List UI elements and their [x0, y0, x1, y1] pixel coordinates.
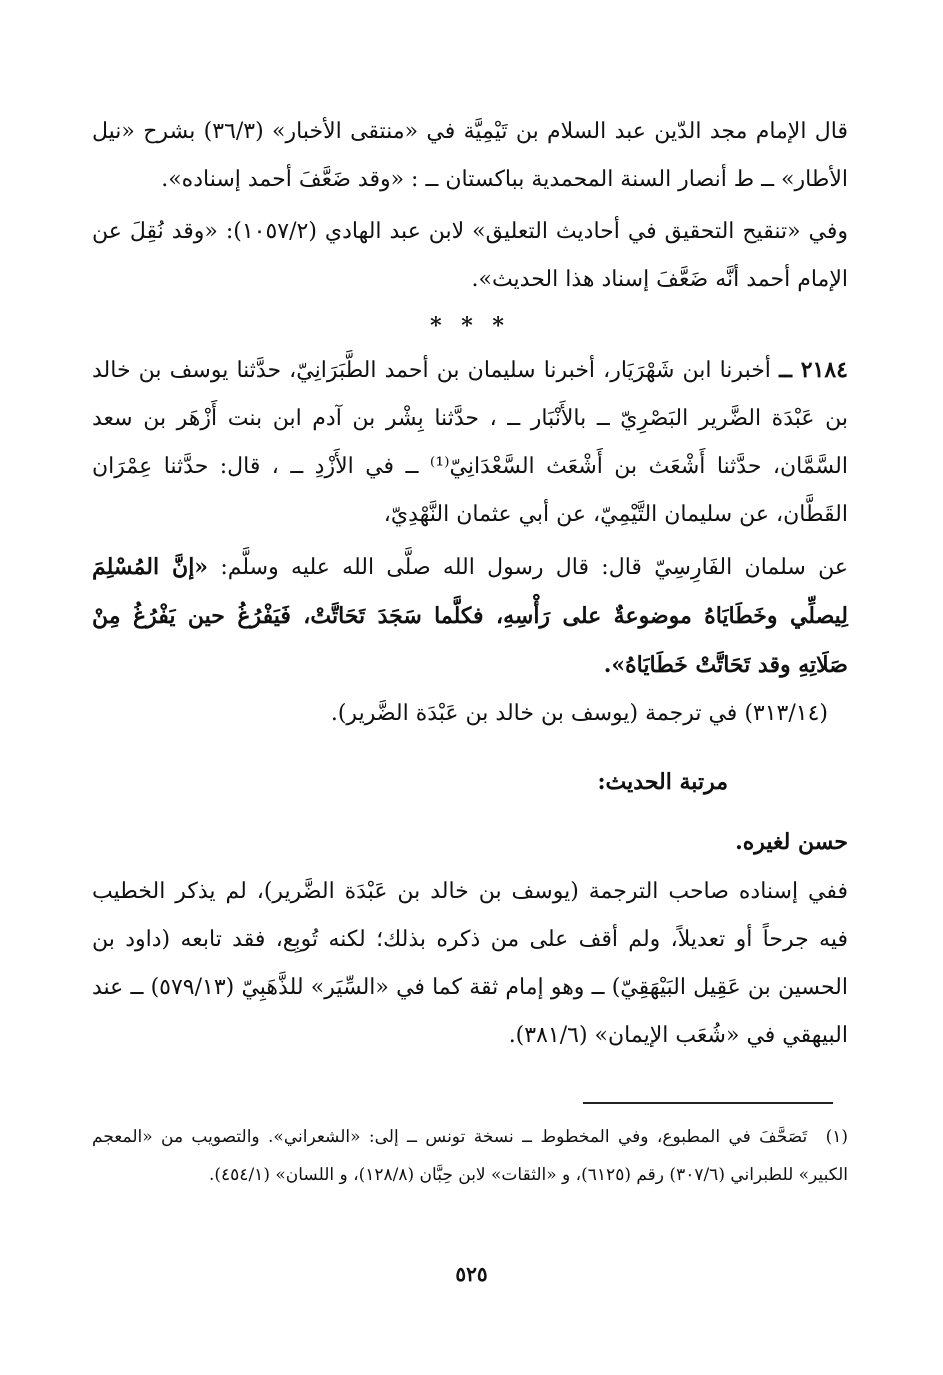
- section-separator: * * *: [430, 313, 510, 339]
- matn-text: «إنَّ المُسْلِمَ لِيصلِّي وخَطَايَاهُ موضوعةٌ على رَأْسِهِ، فكلَّما سَجَدَ تَحَاتَّتْ، فَيَفْرُغُ حين يَفْرُغُ مِنْ صَلَاتِهِ وقد تَحَاتَّتْ خَطَايَاهُ».: [92, 554, 848, 678]
- footnote-item: [92, 1118, 848, 1194]
- paragraph-muntaqa: قال الإمام مجد الدّين عبد السلام بن تَيْمِيَّة في «منتقى الأخبار» (٣٦/٣) بشرح «نيل الأطار» ــ ط أنصار السنة المحمدية بباكستان ــ : «وقد ضَعَّفَ أحمد إسناده».: [92, 119, 849, 192]
- hadith-isnad: [92, 346, 848, 539]
- page-body: [92, 108, 848, 1060]
- footnotes: [92, 1118, 848, 1194]
- grade-value: حسن لغيره.: [735, 829, 848, 855]
- isnad-text: أخبرنا ابن شَهْرَيَار، أخبرنا سليمان بن أحمد الطَّبَرَانِيّ، حدَّثنا يوسف بن خالد بن عَبْدَة الضَّرير البَصْرِيّ ــ بالأَنْبَار ــ ، حدَّثنا بِشْر بن آدم ابن بنت أَزْهَر بن سعد السَّمَّان، حدَّثنا أَشْعَث بن أَشْعَث السَّعْدَانِيّ⁽¹⁾ ــ في الأَزْدِ ــ ، قال: حدَّثنا عِمْرَان القَطَّان، عن سليمان التَّيْمِيّ، عن أبي عثمان النَّهْدِيّ،: [92, 358, 848, 527]
- grade-heading: مرتبة الحديث:: [597, 769, 728, 795]
- footnote-marker: (١): [825, 1127, 848, 1147]
- paragraph-tanqih: وفي «تنقيح التحقيق في أحاديث التعليق» لابن عبد الهادي (١٠٥٧/٢): «وقد نُقِلَ عن الإمام أحمد أنَّه ضَعَّفَ إسناد هذا الحديث».: [92, 219, 848, 292]
- hadith-matn: [92, 543, 848, 690]
- page-number: ٥٢٥: [455, 1262, 488, 1286]
- matn-intro: عن سلمان الفَارِسِيّ قال: قال رسول الله صلَّى الله عليه وسلَّم:: [208, 555, 848, 580]
- footnote-divider: [583, 1102, 833, 1104]
- footnote-text: تَصَحَّفَ في المطبوع، وفي المخطوط ــ نسخة تونس ــ إلى: «الشعراني». والتصويب من «المعجم الكبير» للطبراني (٣٠٧/٦) رقم (٦١٢٥)، و «الثقات» لابن حِبَّان (١٢٨/٨)، و اللسان» (٤٥٤/١).: [92, 1127, 848, 1185]
- hadith-number: ٢١٨٤ ــ: [779, 357, 848, 383]
- grade-analysis: ففي إسناده صاحب الترجمة (يوسف بن خالد بن عَبْدَة الضَّرير)، لم يذكر الخطيب فيه جرحاً أو تعديلاً، ولم أقف على من ذكره بذلك؛ لكنه تُوبِع، فقد تابعه (داود بن الحسين بن عَقِيل البَيْهَقِيّ) ــ وهو إمام ثقة كما في «السِّيَر» للذَّهَبِيّ (٥٧٩/١٣) ــ عند البيهقي في «شُعَب الإيمان» (٣٨١/٦).: [92, 879, 848, 1048]
- hadith-source: (٣١٣/١٤) في ترجمة (يوسف بن خالد بن عَبْدَة الضَّرير).: [330, 701, 828, 726]
